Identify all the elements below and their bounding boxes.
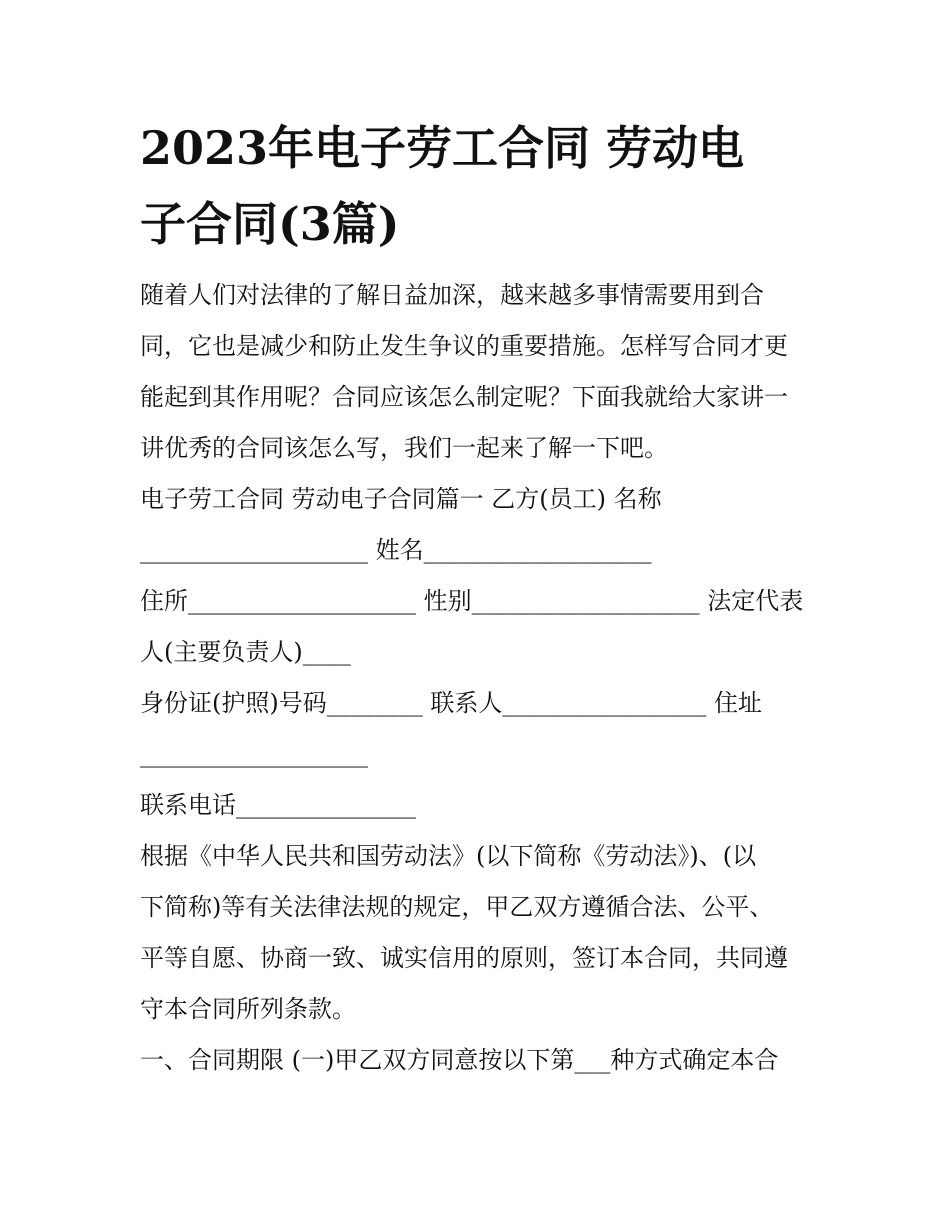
body-line: 讲优秀的合同该怎么写，我们一起来了解一下吧。 — [140, 434, 668, 462]
body-line: 下简称)等有关法律法规的规定，甲乙双方遵循合法、公平、 — [140, 893, 774, 921]
body-line: 身份证(护照)号码________ 联系人_________________ 住址 — [140, 689, 762, 717]
document-page — [140, 110, 815, 1086]
document-body — [140, 270, 815, 1086]
body-line: 能起到其作用呢？合同应该怎么制定呢？下面我就给大家讲一 — [140, 383, 788, 411]
body-line: 根据《中华人民共和国劳动法》(以下简称《劳动法》)、(以 — [140, 842, 757, 870]
body-line: 联系电话_______________ — [140, 791, 416, 819]
body-line: 平等自愿、协商一致、诚实信用的原则，签订本合同，共同遵 — [140, 944, 788, 972]
body-line: 守本合同所列条款。 — [140, 995, 356, 1023]
title-line: 2023年电子劳工合同 劳动电 — [140, 121, 745, 175]
body-line: 人(主要负责人)____ — [140, 638, 351, 666]
body-line: 电子劳工合同 劳动电子合同篇一 乙方(员工) 名称 — [140, 485, 662, 513]
title-line: 子合同(3篇) — [140, 197, 400, 251]
body-line: ___________________ 姓名___________________ — [140, 536, 652, 564]
body-line: 同，它也是减少和防止发生争议的重要措施。怎样写合同才更 — [140, 332, 788, 360]
body-line: 住所___________________ 性别___________________ 法定代表 — [140, 587, 804, 615]
body-line: 一、合同期限 (一)甲乙双方同意按以下第___种方式确定本合 — [140, 1046, 779, 1074]
document-title — [140, 110, 815, 262]
body-line: 随着人们对法律的了解日益加深，越来越多事情需要用到合 — [140, 281, 764, 309]
body-line: ___________________ — [140, 740, 368, 768]
